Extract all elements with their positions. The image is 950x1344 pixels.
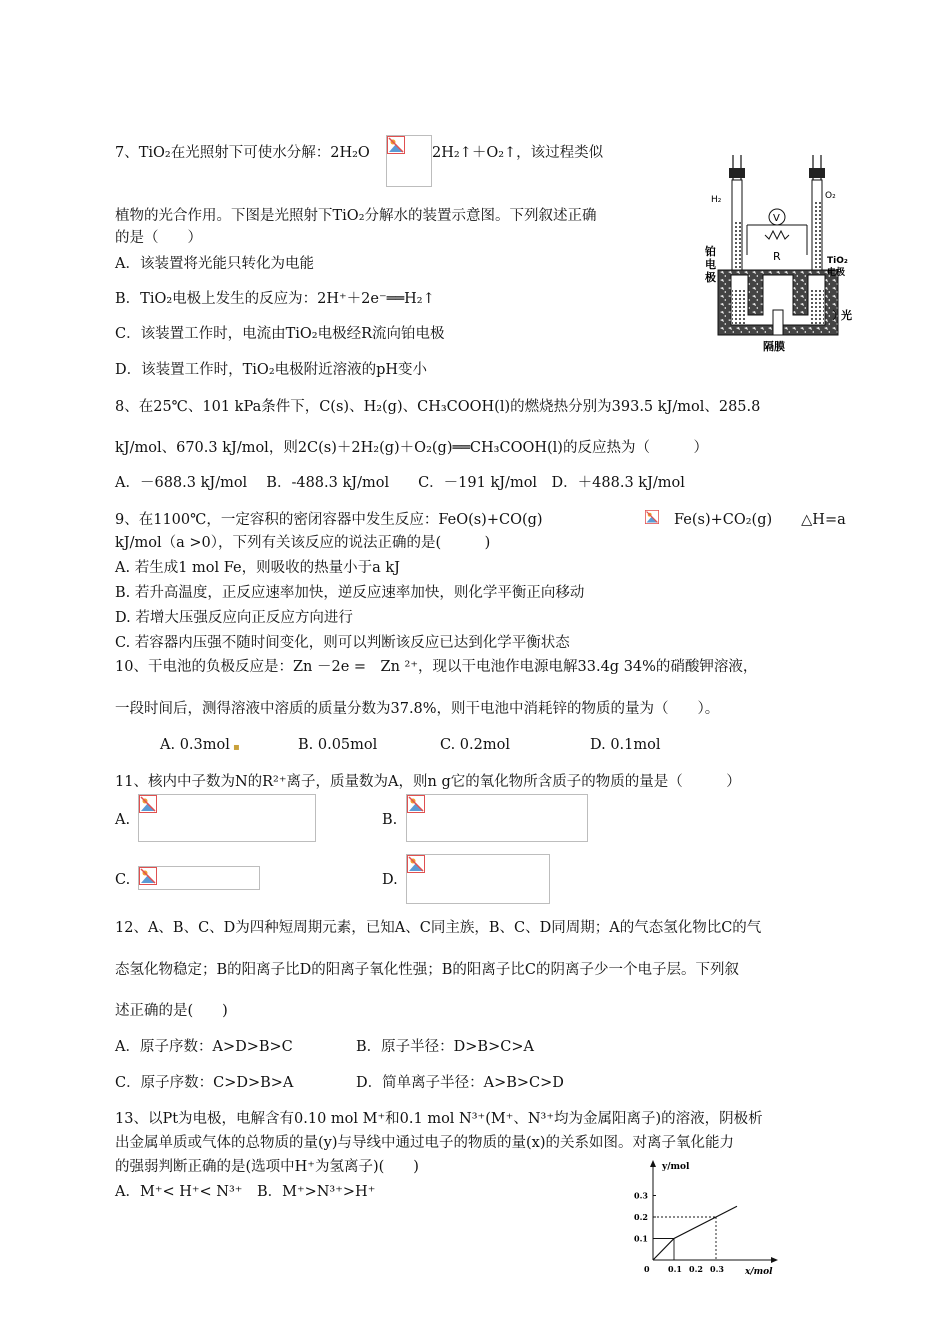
option-b-image [406, 794, 588, 842]
y-axis-arrow-icon [650, 1160, 656, 1167]
x-axis-label: x/mol [745, 1267, 773, 1275]
x-tick-label: 0.2 [689, 1264, 703, 1274]
h2-label: H₂ [711, 195, 722, 205]
q11-option-d: D. [382, 872, 398, 888]
tio2-label-1: TiO₂ [827, 256, 848, 266]
q13-line2: 出金属单质或气体的总物质的量(y)与导线中通过电子的物质的量(x)的关系如图。对离子氧化能力 [115, 1135, 734, 1151]
q12-option-b: B．原子半径：D>B>C>A [356, 1039, 534, 1055]
y-tick-label: 0.3 [634, 1190, 648, 1201]
q7-text-a: 7、TiO₂在光照射下可使水分解：2H₂O [115, 145, 370, 161]
q7-option-d: D．该装置工作时，TiO₂电极附近溶液的pH变小 [115, 362, 428, 378]
q13-options: A．M⁺< H⁺< N³⁺ B．M⁺>N³⁺>H⁺ [115, 1184, 376, 1200]
platinum-label-2: 电 [705, 258, 716, 271]
platinum-label-1: 铂 [705, 245, 716, 258]
q7-line1b: 2H₂↑＋O₂↑，该过程类似 [432, 145, 604, 161]
broken-image-icon [644, 510, 668, 524]
light-label: 光 [841, 309, 852, 322]
membrane-label: 隔膜 [763, 340, 785, 353]
x-axis-arrow-icon [771, 1257, 778, 1263]
q7-option-c: C．该装置工作时，电流由TiO₂电极经R流向铂电极 [115, 326, 445, 342]
tio2-label-2: 电极 [827, 268, 846, 278]
q8-options: A．－688.3 kJ/mol B．-488.3 kJ/mol C．－191 kJ/mol D．＋488.3 kJ/mol [115, 475, 685, 491]
voltmeter-label: V [773, 213, 780, 224]
x-tick-label: 0.1 [668, 1264, 682, 1274]
q10-option-b: B. 0.05mol [298, 737, 378, 753]
electrolysis-apparatus-figure [703, 150, 853, 370]
q7-line3: 的是（ ） [115, 230, 202, 246]
q12-option-a: A．原子序数：A>D>B>C [115, 1039, 293, 1055]
q9-option-b: B. 若升高温度，正反应速率加快，逆反应速率加快，则化学平衡正向移动 [115, 585, 585, 601]
q9-line1a: 9、在1100℃，一定容积的密闭容器中发生反应：FeO(s)+CO(g) [115, 512, 543, 528]
q9-line2: kJ/mol（a >0），下列有关该反应的说法正确的是( ) [115, 535, 491, 551]
q10-option-d: D. 0.1mol [590, 737, 661, 753]
q12-line3: 述正确的是( ) [115, 1003, 228, 1019]
q8-line2: kJ/mol、670.3 kJ/mol，则2C(s)＋2H₂(g)＋O₂(g)══CH₃COOH(l)的反应热为（ ） [115, 440, 708, 456]
q11-option-b: B. [382, 812, 398, 828]
q7-line1 [115, 143, 370, 163]
q8-line1: 8、在25℃、101 kPa条件下，C(s)、H₂(g)、CH₃COOH(l)的燃烧热分别为393.5 kJ/mol、285.8 [115, 399, 761, 415]
q12-line1: 12、A、B、C、D为四种短周期元素，已知A、C同主族，B、C、D同周期；A的气态氢化物比C的气 [115, 920, 762, 936]
q9-option-c: C. 若容器内压强不随时间变化，则可以判断该反应已达到化学平衡状态 [115, 635, 570, 651]
x-tick-label: 0.3 [710, 1264, 724, 1274]
q10-line2: 一段时间后，测得溶液中溶质的质量分数为37.8%，则干电池中消耗锌的物质的量为（ ）。 [115, 701, 720, 717]
q13-line1: 13、以Pt为电极，电解含有0.10 mol M⁺和0.1 mol N³⁺(M⁺、N³⁺均为金属阳离子)的溶液，阴极析 [115, 1111, 763, 1127]
o2-label: O₂ [825, 191, 836, 201]
q13-line3: 的强弱判断正确的是(选项中H⁺为氢离子)( ) [115, 1159, 419, 1175]
option-c-image [138, 866, 260, 890]
option-d-image [406, 854, 550, 904]
x-tick-label: 0 [644, 1264, 650, 1274]
edit-mark-icon: ▪ [233, 742, 240, 753]
q7-option-b: B．TiO₂电极上发生的反应为：2H⁺＋2e⁻══H₂↑ [115, 291, 435, 307]
platinum-label-3: 极 [705, 271, 716, 284]
q7-line2: 植物的光合作用。下图是光照射下TiO₂分解水的装置示意图。下列叙述正确 [115, 208, 597, 224]
broken-image-icon [386, 135, 432, 187]
q10-option-c: C. 0.2mol [440, 737, 510, 753]
y-axis-label: y/mol [662, 1162, 690, 1172]
q11-option-c: C. [115, 872, 131, 888]
q12-option-c: C．原子序数：C>D>B>A [115, 1075, 294, 1091]
q10-option-a: A. 0.3mol [160, 737, 230, 753]
option-a-image [138, 794, 316, 842]
q9-option-d: D. 若增大压强反应向正反应方向进行 [115, 610, 353, 626]
q10-line1: 10、干电池的负极反应是：Zn －2e = Zn ²⁺，现以干电池作电源电解33.4g 34%的硝酸钾溶液， [115, 659, 758, 675]
y-tick-label: 0.1 [634, 1233, 648, 1244]
electrolysis-graph [630, 1160, 780, 1275]
resistor-label: R [773, 250, 781, 263]
q12-line2: 态氢化物稳定；B的阳离子比D的阳离子氧化性强；B的阳离子比C的阴离子少一个电子层。下列叙 [115, 962, 740, 978]
series-line [653, 1206, 737, 1260]
y-tick-label: 0.2 [634, 1212, 648, 1222]
q11-option-a: A. [115, 812, 131, 828]
q12-option-d: D．简单离子半径：A>B>C>D [356, 1075, 564, 1091]
q7-option-a: A．该装置将光能只转化为电能 [115, 256, 314, 272]
q11-line1: 11、核内中子数为N的R²⁺离子，质量数为A，则n g它的氧化物所含质子的物质的量是（ ） [115, 774, 741, 790]
q9-option-a: A. 若生成1 mol Fe，则吸收的热量小于a kJ [115, 560, 400, 576]
q9-line1b: Fe(s)+CO₂(g) △H=a [674, 512, 846, 528]
